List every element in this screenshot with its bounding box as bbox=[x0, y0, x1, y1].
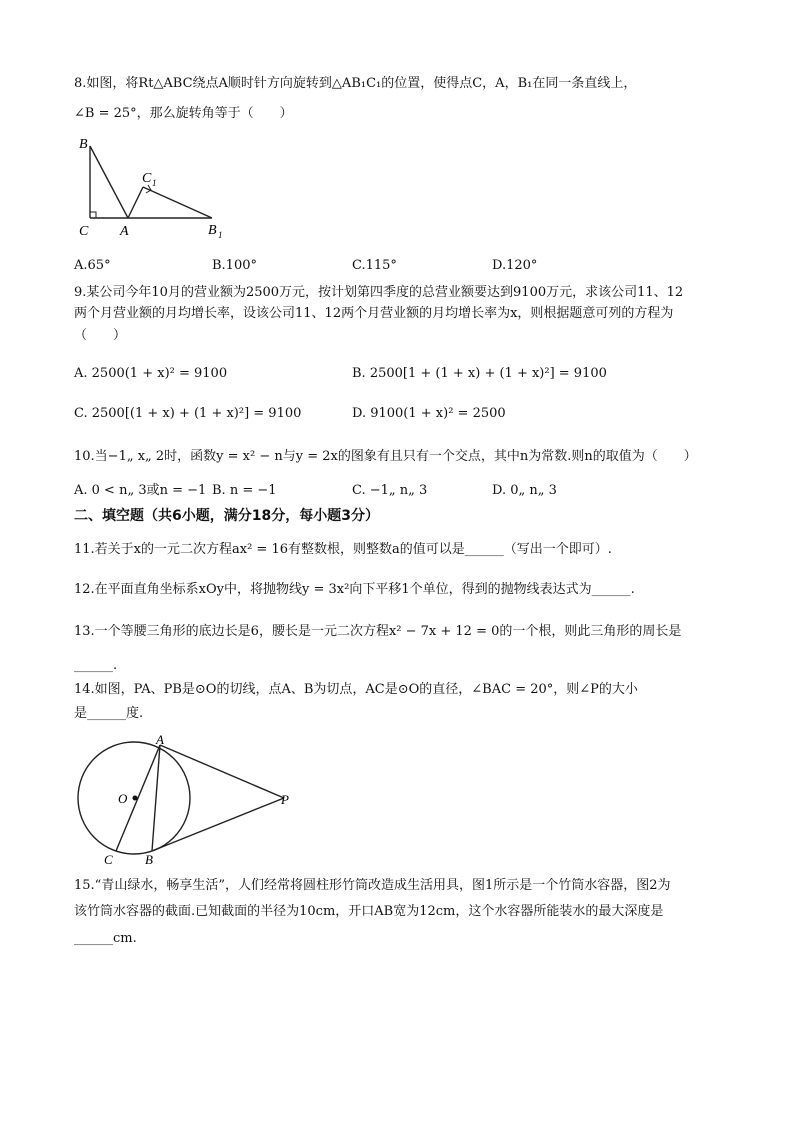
label-o: O bbox=[118, 791, 128, 806]
label-c: C bbox=[79, 224, 89, 239]
q9-option-a: A. 2500(1 + x)² = 9100 bbox=[74, 366, 228, 381]
q8-line2: ∠B = 25°，那么旋转角等于（ ） bbox=[74, 106, 293, 121]
q9-option-b: B. 2500[1 + (1 + x) + (1 + x)²] = 9100 bbox=[352, 366, 607, 381]
q10-option-d: D. 0„ n„ 3 bbox=[492, 483, 557, 498]
label-c1-sub: 1 bbox=[152, 178, 157, 188]
q15-line1: 15.“青山绿水，畅享生活”，人们经常将圆柱形竹筒改造成生活用具，图1所示是一个竹筒水容器，图2为 bbox=[74, 878, 671, 893]
label-b: B bbox=[145, 852, 153, 867]
q14-line2: 是______度. bbox=[74, 706, 144, 721]
q9-line2: 两个月营业额的月均增长率，设该公司11、12两个月营业额的月均增长率为x，则根据题意可列的方程为 bbox=[74, 306, 674, 321]
q10-option-b: B. n = −1 bbox=[212, 483, 277, 498]
center-dot bbox=[133, 796, 138, 801]
q13-line2: ______. bbox=[74, 658, 118, 673]
tangent-pb bbox=[152, 798, 284, 851]
q10-option-c: C. −1„ n„ 3 bbox=[352, 483, 428, 498]
q8-option-a: A.65° bbox=[74, 258, 111, 273]
q8-option-d: D.120° bbox=[492, 258, 538, 273]
q8-figure bbox=[74, 130, 234, 245]
right-angle-mark-c bbox=[90, 212, 96, 218]
section-fill-in-blank-heading: 二、填空题（共6小题，满分18分，每小题3分） bbox=[74, 508, 379, 524]
q15-line3: ______cm. bbox=[74, 931, 137, 946]
q11-line: 11.若关于x的一元二次方程ax² = 16有整数根，则整数a的值可以是______（写出一个即可）. bbox=[74, 542, 612, 557]
q8-line1: 8.如图，将Rt△ABC绕点A顺时针方向旋转到△AB₁C₁的位置，使得点C，A，B₁在同一条直线上， bbox=[74, 76, 637, 91]
label-a: A bbox=[120, 224, 129, 239]
label-a: A bbox=[156, 732, 164, 747]
q9-line3: （ ） bbox=[74, 328, 127, 343]
label-b1-sub: 1 bbox=[218, 230, 223, 240]
q14-figure bbox=[74, 730, 314, 870]
tangent-pa bbox=[160, 745, 284, 798]
label-c: C bbox=[104, 852, 113, 867]
label-b1: B bbox=[208, 223, 217, 238]
q9-option-d: D. 9100(1 + x)² = 2500 bbox=[352, 406, 506, 421]
label-b: B bbox=[79, 137, 88, 152]
q10-option-a: A. 0 < n„ 3或n = −1 bbox=[74, 483, 207, 498]
q14-line1: 14.如图，PA、PB是⊙O的切线，点A、B为切点，AC是⊙O的直径，∠BAC = 20°，则∠P的大小 bbox=[74, 682, 638, 697]
q8-option-b: B.100° bbox=[212, 258, 257, 273]
label-p: P bbox=[281, 792, 289, 807]
segment-ac1 bbox=[128, 187, 143, 218]
q12-line: 12.在平面直角坐标系xOy中，将抛物线y = 3x²向下平移1个单位，得到的抛物线表达式为______. bbox=[74, 582, 635, 597]
q9-line1: 9.某公司今年10月的营业额为2500万元，按计划第四季度的总营业额要达到9100万元，求该公司11、12 bbox=[74, 285, 684, 300]
q13-line1: 13.一个等腰三角形的底边长是6，腰长是一元二次方程x² − 7x + 12 = 0的一个根，则此三角形的周长是 bbox=[74, 624, 682, 639]
q9-option-c: C. 2500[(1 + x) + (1 + x)²] = 9100 bbox=[74, 406, 302, 421]
q8-option-c: C.115° bbox=[352, 258, 397, 273]
q15-line2: 该竹筒水容器的截面.已知截面的半径为10cm，开口AB宽为12cm，这个水容器所能装水的最大深度是 bbox=[74, 904, 664, 919]
segment-c1b1 bbox=[143, 187, 212, 218]
label-c1: C bbox=[142, 171, 152, 186]
segment-ba bbox=[90, 146, 128, 218]
q10-line1: 10.当−1„ x„ 2时，函数y = x² − n与y = 2x的图象有且只有一个交点，其中n为常数.则n的取值为（ ） bbox=[74, 449, 697, 464]
